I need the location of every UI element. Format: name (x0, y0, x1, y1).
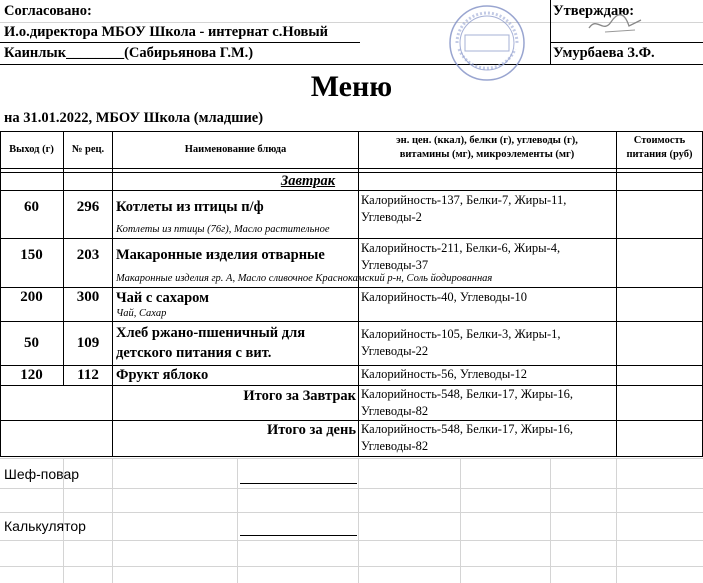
dish-recipe: 300 (76, 289, 100, 305)
total-nutrition-line1: Калорийность-548, Белки-17, Жиры-16, (361, 387, 574, 401)
col-header-recipe: № рец. (71, 143, 105, 155)
calculator-signature-line (240, 535, 357, 536)
dish-nutrition (361, 240, 616, 274)
col-header-yield: Выход (г) (9, 143, 54, 155)
dish-yield: 150 (20, 246, 43, 263)
total-nutrition-line1: Калорийность-548, Белки-17, Жиры-16, (361, 422, 574, 436)
col-header-nutrition-line1: эн. цен. (ккал), белки (г), углеводы (г), (396, 135, 578, 146)
dish-name-line2: детского питания с вит. (116, 345, 272, 361)
calculator-label: Калькулятор (4, 518, 86, 534)
dish-yield: 120 (20, 366, 43, 383)
dish-recipe: 296 (76, 198, 100, 215)
menu-subtitle: на 31.01.2022, МБОУ Школа (младшие) (4, 110, 264, 126)
dish-nutrition-line1: Калорийность-137, Белки-7, Жиры-11, (361, 193, 567, 207)
approval-director-name: Каинлык________(Сабирьянова Г.М.) (4, 45, 254, 61)
chef-label: Шеф-повар (4, 466, 80, 482)
col-header-nutrition (358, 134, 616, 162)
dish-nutrition (361, 289, 616, 306)
dish-recipe: 112 (77, 366, 99, 383)
total-day-label: Итого за день (266, 422, 356, 438)
dish-name (116, 323, 358, 363)
dish-recipe: 203 (76, 246, 100, 263)
total-breakfast-label: Итого за Завтрак (243, 388, 356, 404)
dish-nutrition (361, 326, 616, 360)
dish-yield: 60 (24, 198, 39, 215)
dish-name: Котлеты из птицы п/ф (116, 199, 264, 215)
col-header-nutrition-line2: витамины (мг), микроэлементы (мг) (399, 149, 575, 160)
dish-nutrition-line1: Калорийность-105, Белки-3, Жиры-1, (361, 327, 561, 341)
col-header-cost (616, 134, 703, 162)
approval-right-title: Утверждаю: (553, 3, 635, 19)
dish-nutrition-line2: Углеводы-22 (361, 344, 429, 358)
total-breakfast-nutrition (361, 386, 616, 420)
dish-name: Макаронные изделия отварные (116, 247, 325, 263)
dish-nutrition-line1: Калорийность-211, Белки-6, Жиры-4, (361, 241, 561, 255)
signature (585, 8, 645, 38)
dish-ingredients: Макаронные изделия гр. А, Масло сливочное Краснокамский р-н, Соль йодированная (116, 273, 493, 284)
dish-name-line1: Хлеб ржано-пшеничный для (116, 325, 306, 341)
section-title: Завтрак (280, 173, 336, 189)
dish-yield: 50 (24, 334, 39, 351)
dish-nutrition (361, 366, 616, 383)
dish-nutrition-line1: Калорийность-56, Углеводы-12 (361, 367, 527, 381)
approval-director-line: И.о.директора МБОУ Школа - интернат с.Новый (4, 24, 328, 40)
approval-right-name: Умурбаева З.Ф. (553, 45, 655, 61)
dish-ingredients: Чай, Сахар (116, 308, 167, 319)
dish-nutrition-line1: Калорийность-40, Углеводы-10 (361, 290, 527, 304)
page-title: Меню (310, 70, 393, 103)
dish-name: Чай с сахаром (116, 289, 210, 306)
col-header-dish-name: Наименование блюда (184, 143, 287, 155)
col-header-cost-line1: Стоимость (633, 135, 686, 146)
dish-name: Фрукт яблоко (116, 367, 209, 383)
total-nutrition-line2: Углеводы-82 (361, 404, 429, 418)
dish-nutrition-line2: Углеводы-2 (361, 210, 422, 224)
total-nutrition-line2: Углеводы-82 (361, 439, 429, 453)
dish-ingredients: Котлеты из птицы (76г), Масло растительное (116, 224, 330, 235)
dish-nutrition-line2: Углеводы-37 (361, 258, 429, 272)
col-header-cost-line2: питания (руб) (626, 149, 693, 160)
total-day-nutrition (361, 421, 616, 455)
dish-recipe: 109 (76, 334, 100, 351)
chef-signature-line (240, 483, 357, 484)
dish-nutrition (361, 192, 616, 226)
approval-left-title: Согласовано: (4, 3, 92, 19)
dish-yield: 200 (20, 289, 43, 305)
